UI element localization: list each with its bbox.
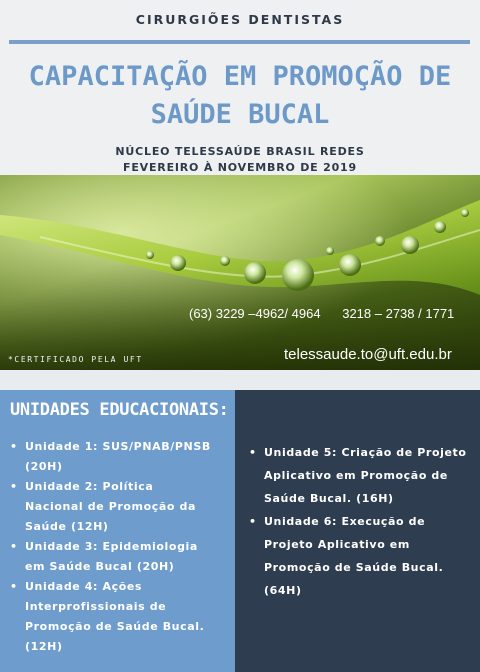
- unit-item-line: Promoção de Saúde Bucal.: [264, 561, 444, 574]
- subtitle-line-2: FEVEREIRO À NOVEMBRO DE 2019: [123, 161, 357, 174]
- contact-email[interactable]: telessaude.to@uft.edu.br: [284, 346, 452, 363]
- unit-item-line: (64H): [264, 584, 302, 597]
- page-title: [0, 58, 480, 134]
- unit-item: [10, 577, 230, 657]
- unit-item: [249, 510, 474, 602]
- units-list-right: [249, 441, 474, 602]
- unit-item-line: (12H): [25, 640, 63, 653]
- unit-item-line: Saúde Bucal. (16H): [264, 492, 394, 505]
- units-list-left: [10, 437, 230, 657]
- unit-item-line: (20H): [25, 460, 63, 473]
- bullet-icon: •: [10, 540, 18, 553]
- unit-item-line: Promoção de Saúde Bucal.: [25, 620, 205, 633]
- unit-item-line: Projeto Aplicativo em: [264, 538, 410, 551]
- title-line-2: SAÚDE BUCAL: [150, 99, 330, 130]
- bullet-icon: •: [249, 446, 257, 459]
- unit-item: [10, 437, 230, 477]
- unit-item-line: Unidade 3: Epidemiologia: [25, 540, 198, 553]
- header-divider: [9, 40, 470, 44]
- unit-item-line: Interprofissionais de: [25, 600, 167, 613]
- units-panel-left: [0, 390, 235, 672]
- unit-item-line: Unidade 2: Política: [25, 480, 154, 493]
- section-gap: [0, 370, 480, 390]
- unit-item: [249, 441, 474, 510]
- subtitle-line-1: NÚCLEO TELESSAÚDE BRASIL REDES: [115, 145, 365, 158]
- unit-item-line: Aplicativo em Promoção de: [264, 469, 448, 482]
- unit-item-line: Unidade 4: Ações: [25, 580, 143, 593]
- leaf-illustration: [0, 175, 480, 370]
- unit-item-line: em Saúde Bucal (20H): [25, 560, 175, 573]
- unit-item-line: Unidade 1: SUS/PNAB/PNSB: [25, 440, 211, 453]
- unit-item-line: Saúde (12H): [25, 520, 109, 533]
- units-title: UNIDADES EDUCACIONAIS:: [10, 400, 229, 420]
- units-panel-right: [235, 390, 480, 672]
- audience-label: CIRURGIÕES DENTISTAS: [135, 12, 345, 27]
- certificate-note: *CERTIFICADO PELA UFT: [8, 355, 143, 364]
- unit-item-line: Unidade 6: Execução de: [264, 515, 426, 528]
- title-line-1: CAPACITAÇÃO EM PROMOÇÃO DE: [28, 61, 452, 92]
- unit-item-line: Unidade 5: Criação de Projeto: [264, 446, 467, 459]
- header: [0, 0, 480, 175]
- unit-item: [10, 537, 230, 577]
- unit-item: [10, 477, 230, 537]
- phone-numbers: (63) 3229 –4962/ 4964 3218 – 2738 / 1771: [189, 306, 455, 321]
- bullet-icon: •: [10, 580, 18, 593]
- unit-item-line: Nacional de Promoção da: [25, 500, 196, 513]
- bullet-icon: •: [249, 515, 257, 528]
- leaf-photo: [0, 175, 480, 370]
- bullet-icon: •: [10, 440, 18, 453]
- bullet-icon: •: [10, 480, 18, 493]
